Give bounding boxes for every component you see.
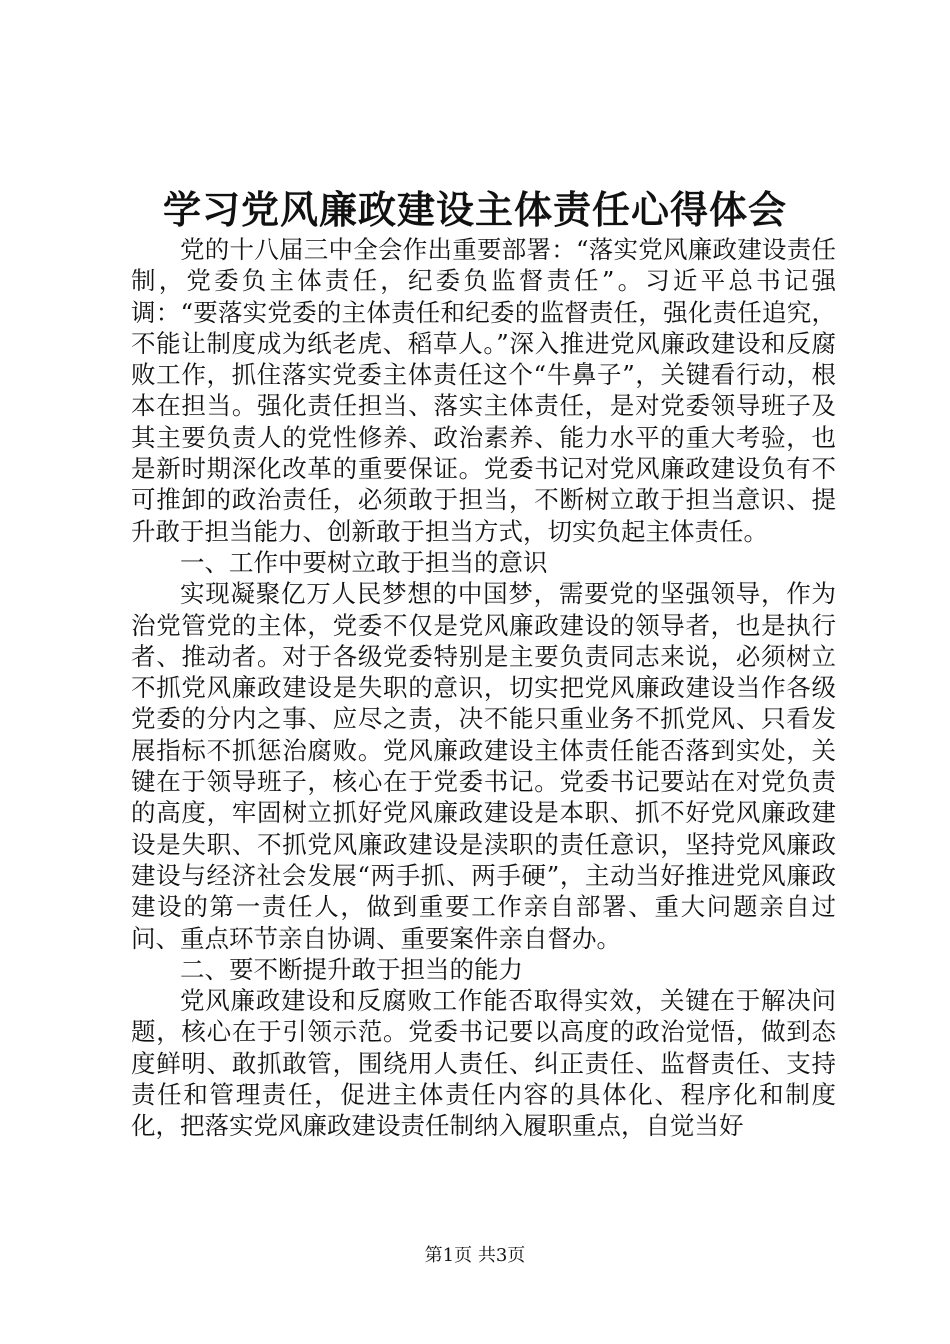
document-body (131, 234, 836, 1142)
paragraph-section-2: 党风廉政建设和反腐败工作能否取得实效，关键在于解决问题，核心在于引领示范。党委书记要以高度的政治觉悟，做到态度鲜明、敢抓敢管，围绕用人责任、纠正责任、监督责任、支持责任和管理责任，促进主体责任内容的具体化、程序化和制度化，把落实党风廉政建设责任制纳入履职重点，自觉当好 (131, 986, 836, 1141)
document-title: 学习党风廉政建设主体责任心得体会 (162, 187, 787, 232)
paragraph-section-1: 实现凝聚亿万人民梦想的中国梦，需要党的坚强领导，作为治党管党的主体，党委不仅是党风廉政建设的领导者，也是执行者、推动者。对于各级党委特别是主要负责同志来说，必须树立不抓党风廉政建设是失职的意识，切实把党风廉政建设当作各级党委的分内之事、应尽之责，决不能只重业务不抓党风、只看发展指标不抓惩治腐败。党风廉政建设主体责任能否落到实处，关键在于领导班子，核心在于党委书记。党委书记要站在对党负责的高度，牢固树立抓好党风廉政建设是本职、抓不好党风廉政建设是失职、不抓党风廉政建设是渎职的责任意识，坚持党风廉政建设与经济社会发展“两手抓、两手硬”，主动当好推进党风廉政建设的第一责任人，做到重要工作亲自部署、重大问题亲自过问、重点环节亲自协调、重要案件亲自督办。 (131, 579, 836, 953)
section-heading-2: 二、要不断提升敢于担当的能力 (180, 954, 523, 984)
paragraph-intro: 党的十八届三中全会作出重要部署：“落实党风廉政建设责任制，党委负主体责任，纪委负监督责任”。习近平总书记强调：“要落实党委的主体责任和纪委的监督责任，强化责任追究，不能让制度成为纸老虎、稻草人。”深入推进党风廉政建设和反腐败工作，抓住落实党委主体责任这个“牛鼻子”，关键看行动，根本在担当。强化责任担当、落实主体责任，是对党委领导班子及其主要负责人的党性修养、政治素养、能力水平的重大考验，也是新时期深化改革的重要保证。党委书记对党风廉政建设负有不可推卸的政治责任，必须敢于担当，不断树立敢于担当意识、提升敢于担当能力、创新敢于担当方式，切实负起主体责任。 (131, 235, 836, 546)
page-footer: 第1页 共3页 (424, 1245, 526, 1266)
section-heading-1: 一、工作中要树立敢于担当的意识 (180, 547, 548, 577)
